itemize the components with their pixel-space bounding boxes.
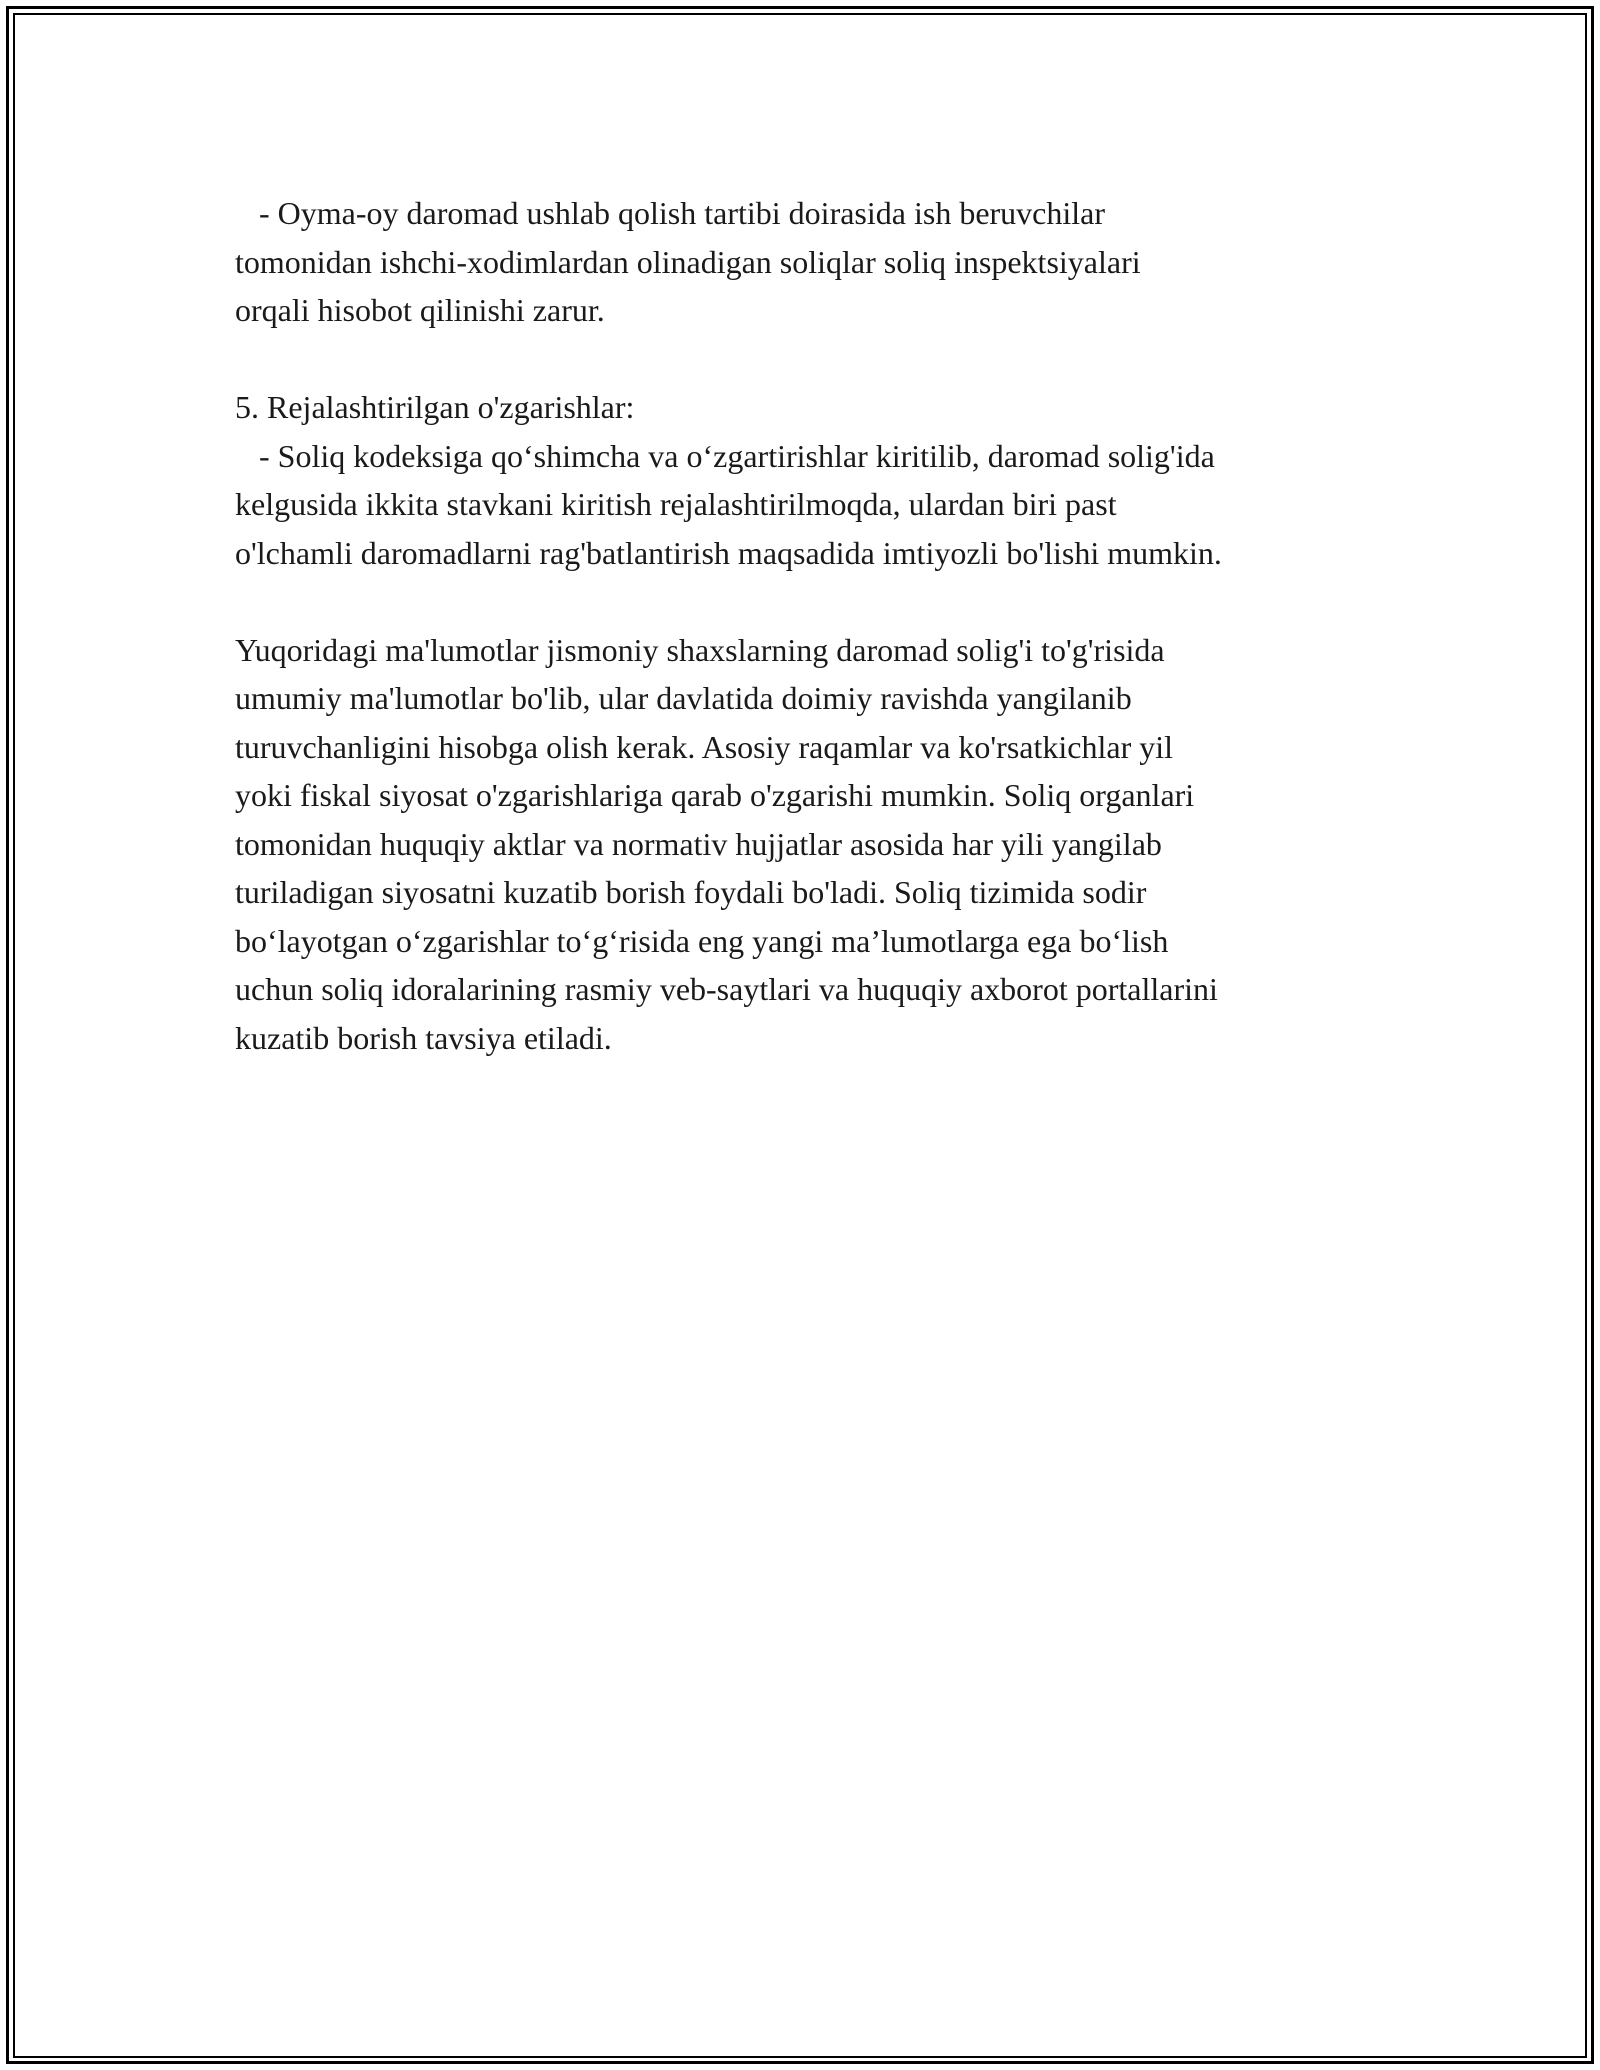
paragraph-spacer [235,577,1385,626]
text-line: kelgusida ikkita stavkani kiritish rejalashtirilmoqda, ulardan biri past [235,486,1117,522]
text-line: Yuqoridagi ma'lumotlar jismoniy shaxslarning daromad solig'i to'g'risida [235,631,1165,668]
text-line: tomonidan huquqiy aktlar va normativ hujjatlar asosida har yili yangilab [235,825,1162,862]
text-line: tomonidan ishchi-xodimlardan olinadigan soliqlar soliq inspektsiyalari [235,243,1141,280]
withholding-paragraph [235,189,1385,335]
text-line: turiladigan siyosatni kuzatib borish foydali bo'ladi. Soliq tizimida sodir [235,874,1147,910]
text-line: kuzatib borish tavsiya etiladi. [235,1019,612,1056]
document-body [235,189,1385,1062]
section-heading: 5. Rejalashtirilgan o'zgarishlar: [235,389,635,425]
text-line: - Oyma-oy daromad ushlab qolish tartibi doirasida ish beruvchilar [235,195,1106,231]
text-line: turuvchanligini hisobga olish kerak. Asosiy raqamlar va ko'rsatkichlar yil [235,728,1173,765]
text-line: orqali hisobot qilinishi zarur. [235,292,605,328]
paragraph-spacer [235,335,1385,384]
text-line: - Soliq kodeksiga qo‘shimcha va o‘zgartirishlar kiritilib, daromad solig'ida [235,437,1215,474]
text-line: o'lchamli daromadlarni rag'batlantirish maqsadida imtiyozli bo'lishi mumkin. [235,534,1222,571]
conclusion-paragraph [235,626,1385,1063]
planned-changes-section [235,383,1385,577]
text-line: yoki fiskal siyosat o'zgarishlariga qarab o'zgarishi mumkin. Soliq organlari [235,777,1195,813]
text-line: umumiy ma'lumotlar bo'lib, ular davlatida doimiy ravishda yangilanib [235,680,1132,716]
text-line: uchun soliq idoralarining rasmiy veb-saytlari va huquqiy axborot portallarini [235,971,1218,1007]
text-line: bo‘layotgan o‘zgarishlar to‘g‘risida eng yangi ma’lumotlarga ega bo‘lish [235,922,1169,959]
